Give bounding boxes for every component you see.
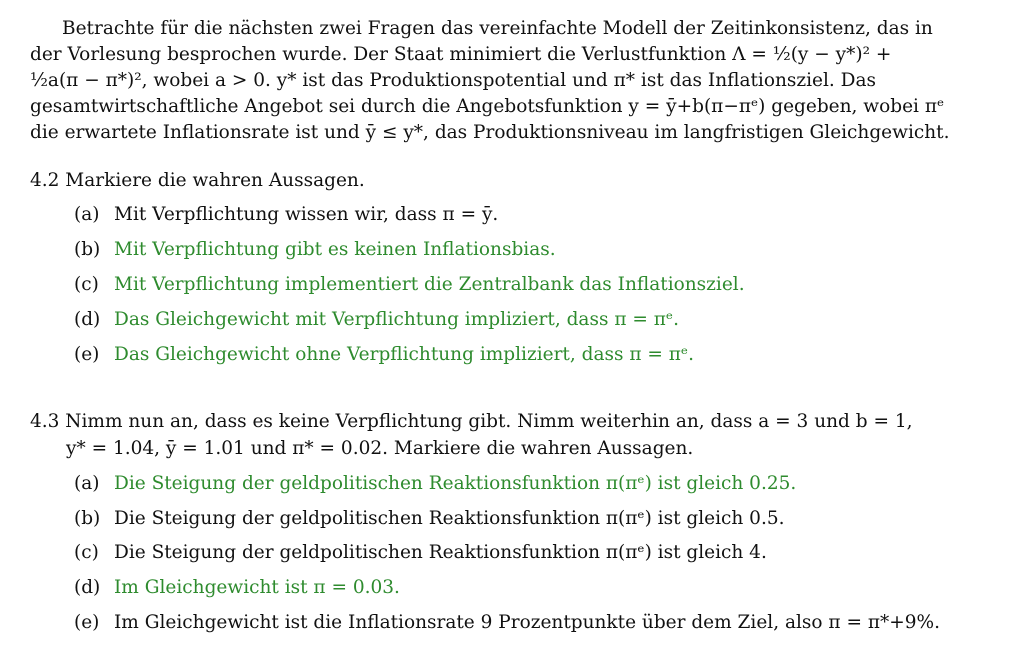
option-letter: (b) <box>74 239 101 260</box>
intro-line-5: die erwartete Inflationsrate ist und ȳ ≤ y*, das Produktionsniveau im langfristigen Gleichgewicht. <box>30 122 950 143</box>
q43-option-a[interactable] <box>74 471 796 497</box>
intro-line-2: der Vorlesung besprochen wurde. Der Staat minimiert die Verlustfunktion Λ = ½(y − y*)² + <box>30 44 892 65</box>
q43-option-d[interactable] <box>74 575 400 601</box>
option-text: Mit Verpflichtung wissen wir, dass π = ȳ. <box>114 204 499 225</box>
option-letter: (d) <box>74 309 101 330</box>
question-4-3-heading: 4.3 Nimm nun an, dass es keine Verpflichtung gibt. Nimm weiterhin an, dass a = 3 und b = 1, <box>30 411 913 432</box>
option-text: Die Steigung der geldpolitischen Reaktionsfunktion π(πᵉ) ist gleich 4. <box>114 542 767 563</box>
intro-paragraph <box>30 16 950 146</box>
intro-line-3: ½a(π − π*)², wobei a > 0. y* ist das Produktionspotential und π* ist das Inflationsziel. Das <box>30 70 877 91</box>
intro-line-4: gesamtwirtschaftliche Angebot sei durch die Angebotsfunktion y = ȳ+b(π−πᵉ) gegeben, wobei πᵉ <box>30 96 945 117</box>
option-letter: (d) <box>74 577 101 598</box>
q42-option-c[interactable] <box>74 272 745 298</box>
option-letter: (a) <box>74 204 100 225</box>
option-text: Das Gleichgewicht mit Verpflichtung impliziert, dass π = πᵉ. <box>114 309 679 330</box>
option-letter: (c) <box>74 542 99 563</box>
option-text: Im Gleichgewicht ist die Inflationsrate 9 Prozentpunkte über dem Ziel, also π = π*+9%. <box>114 612 940 633</box>
q42-option-b[interactable] <box>74 237 556 263</box>
q43-option-e[interactable] <box>74 610 940 636</box>
option-letter: (c) <box>74 274 99 295</box>
q42-option-e[interactable] <box>74 342 694 368</box>
option-letter: (e) <box>74 612 100 633</box>
option-text: Mit Verpflichtung gibt es keinen Inflationsbias. <box>114 239 556 260</box>
question-4-2-heading: 4.2 Markiere die wahren Aussagen. <box>30 170 365 191</box>
option-text: Die Steigung der geldpolitischen Reaktionsfunktion π(πᵉ) ist gleich 0.25. <box>114 473 797 494</box>
option-text: Das Gleichgewicht ohne Verpflichtung impliziert, dass π = πᵉ. <box>114 344 694 365</box>
q42-option-a[interactable] <box>74 202 498 228</box>
question-4-3-heading-cont: y* = 1.04, ȳ = 1.01 und π* = 0.02. Markiere die wahren Aussagen. <box>66 438 694 459</box>
option-text: Mit Verpflichtung implementiert die Zentralbank das Inflationsziel. <box>114 274 745 295</box>
option-letter: (e) <box>74 344 100 365</box>
intro-line-1: Betrachte für die nächsten zwei Fragen das vereinfachte Modell der Zeitinkonsistenz, das in <box>62 18 933 39</box>
q43-option-c[interactable] <box>74 540 767 566</box>
q43-option-b[interactable] <box>74 506 784 532</box>
option-text: Im Gleichgewicht ist π = 0.03. <box>114 577 400 598</box>
option-letter: (b) <box>74 508 101 529</box>
option-text: Die Steigung der geldpolitischen Reaktionsfunktion π(πᵉ) ist gleich 0.5. <box>114 508 785 529</box>
option-letter: (a) <box>74 473 100 494</box>
q42-option-d[interactable] <box>74 307 679 333</box>
